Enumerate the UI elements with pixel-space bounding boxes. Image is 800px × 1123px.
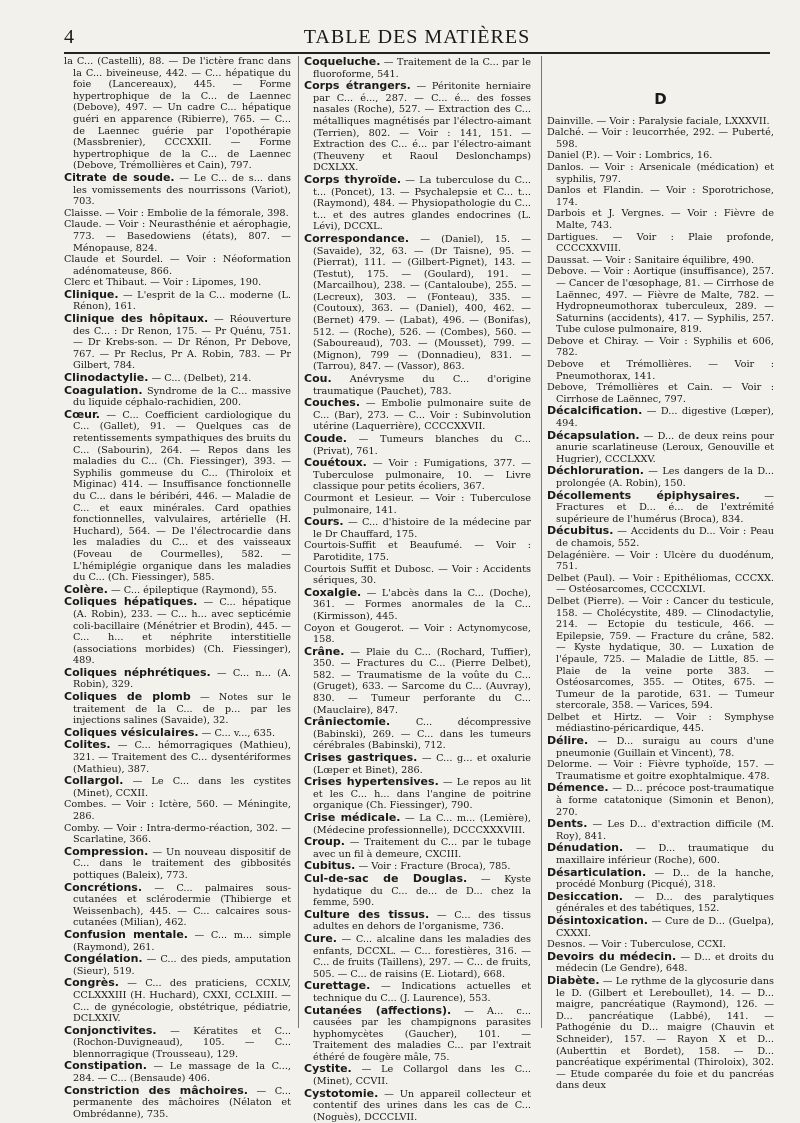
index-entry: [304, 1005, 531, 1064]
index-entry: [547, 405, 774, 429]
index-entry: [64, 409, 291, 584]
entry-heading: Désarticulation.: [547, 865, 647, 879]
entry-heading: Desiccation.: [547, 889, 623, 903]
entry-text: Debove, Trémollières et Cain. — Voir : Cirrhose de Laënnec, 797.: [547, 382, 774, 405]
index-entry: [304, 836, 531, 860]
index-entry: [64, 953, 291, 977]
index-entry: [547, 759, 774, 782]
entry-heading: Décubitus.: [547, 524, 614, 538]
index-entry: [547, 975, 774, 1092]
index-entry: [64, 254, 291, 277]
entry-text: la C... (Castelli), 88. — De l'ictère franc dans la C... biveineuse, 442. — C... hépatique du foie (Lancereaux), 445. — Forme hypertrophique de la C... de Laennec (Debove), 497. — Un cadre C... hépatique guéri en apparence (Ribierre), 765. — C... de Laennec guérie par l'opothérapie (Massbrenier), CCCXXII. — Forme hypertrophique de la C... de Laennec (Debove, Trémollières et Cain), 797.: [64, 56, 291, 172]
entry-text: C... décompressive (Babinski), 269. — C... dans les tumeurs cérébrales (Babinski), 712.: [313, 717, 531, 752]
entry-text: Debove et Trémollières. — Voir : Pneumothorax, 141.: [547, 359, 774, 382]
entry-heading: Décalcification.: [547, 404, 643, 418]
entry-text: — D... des paralytiques générales et des tabétiques, 152.: [556, 891, 774, 915]
index-entry: [304, 373, 531, 397]
section-letter: D: [654, 90, 667, 108]
index-entry: [547, 490, 774, 526]
entry-text: Courmont et Lesieur. — Voir : Tuberculose pulmonaire, 141.: [304, 492, 531, 516]
index-entry: [547, 150, 774, 162]
entry-heading: Curettage.: [304, 979, 371, 993]
entry-heading: Crises hypertensives.: [304, 775, 439, 789]
entry-text: Combes. — Voir : Ictère, 560. — Méningite, 286.: [64, 799, 291, 822]
entry-text: Delbet (Pierre). — Voir : Cancer du testicule, 158. — Cholécystite, 489. — Clinodactylie, 214. — Ectopie du testicule, 466. — Epilepsie, 759. — Fracture du crâne, 582. — Kyste hydatique, 30. — Luxation de l'épaule, 725. — Maladie de Little, 85. — Plaie de la veine porte 383. — Ostéosarcomes, 355. — Otites, 675. — Tumeur de la parotide, 631. — Tumeur stercorale, 358. — Varices, 594.: [547, 595, 774, 712]
entry-heading: Clinique.: [64, 287, 119, 301]
index-entry: [547, 465, 774, 489]
column-divider: [298, 56, 299, 1028]
index-entry: [64, 667, 291, 691]
index-entry: [64, 823, 291, 846]
entry-text: — L'esprit de la C... moderne (L. Rénon), 161.: [73, 289, 291, 313]
entry-text: Daniel (P.). — Voir : Lombrics, 16.: [547, 150, 713, 162]
index-entry: [547, 867, 774, 891]
index-entry: [64, 882, 291, 929]
index-entry: [64, 1060, 291, 1084]
index-entry: [547, 116, 774, 128]
entry-text: — D... de la hanche, procédé Monburg (Picqué), 318.: [556, 867, 774, 891]
entry-heading: Coliques de plomb: [64, 690, 191, 704]
index-entry: [64, 313, 291, 372]
entry-text: — C... g... et oxalurie (Lœper et Binet), 286.: [313, 753, 532, 776]
entry-text: Claude et Sourdel. — Voir : Néoformation adénomateuse, 866.: [64, 254, 291, 277]
entry-text: — Le repos au lit et les C... h... dans l'angine de poitrine organique (Ch. Fiessinger), 790.: [313, 777, 531, 812]
entry-text: Dalché. — Voir : leucorrhée, 292. — Puberté, 598.: [547, 127, 774, 150]
entry-text: Courtois Suffit et Dubosc. — Voir : Accidents sériques, 30.: [304, 563, 531, 587]
entry-heading: Cystite.: [304, 1062, 352, 1076]
entry-text: — C... m... simple (Raymond), 261.: [73, 929, 291, 953]
index-entry: [304, 752, 531, 776]
entry-text: Delbet (Paul). — Voir : Epithéliomas, CCCXX. — Ostéosarcomes, CCCCXLVI.: [547, 572, 774, 596]
entry-text: — Un nouveau dispositif de C... dans le traitement des gibbosités pottiques (Baleix), 773.: [73, 846, 291, 881]
index-entry: [547, 185, 774, 208]
entry-text: Delagénière. — Voir : Ulcère du duodénum, 751.: [547, 549, 774, 573]
index-entry: [64, 739, 291, 775]
entry-heading: Crâniectomie.: [304, 715, 391, 729]
entry-text: Danlos et Flandin. — Voir : Sporotrichose, 174.: [547, 185, 774, 208]
index-entry: [304, 564, 531, 587]
index-entry: [547, 782, 774, 818]
index-entry: [304, 1063, 531, 1087]
entry-text: — Accidents du D... Voir : Peau de chamois, 552.: [556, 526, 774, 549]
entry-heading: Crâne.: [304, 644, 345, 658]
entry-heading: Culture des tissus.: [304, 907, 430, 921]
entry-heading: Clinodactylie.: [64, 371, 149, 385]
index-entry: [547, 915, 774, 939]
entry-text: Delbet et Hirtz. — Voir : Symphyse médiastino-péricardique, 445.: [547, 711, 774, 735]
index-entry: [64, 691, 291, 727]
entry-text: Desnos. — Voir : Tuberculose, CCXI.: [547, 939, 726, 951]
entry-heading: Congélation.: [64, 952, 143, 966]
index-entry: [547, 550, 774, 573]
index-column-2: [304, 55, 532, 1123]
index-entry: [547, 255, 774, 267]
entry-text: — La tuberculose du C... t... (Poncet), 13. — Psychalepsie et C... t... (Raymond), 484. — Physiopathologie du C... t... et des autres glandes endocrines (L. Lévi), DCCXL.: [313, 174, 531, 233]
index-entry: [64, 208, 291, 220]
entry-heading: Cubitus.: [304, 859, 356, 873]
entry-text: Syndrome de la C... massive du liquide céphalo-rachidien, 200.: [73, 385, 291, 409]
index-entry: [547, 382, 774, 405]
index-entry: [304, 587, 531, 623]
index-entry: [304, 646, 531, 717]
entry-heading: Dents.: [547, 817, 588, 831]
entry-text: Danlos. — Voir : Arsenicale (médication) et syphilis, 797.: [547, 161, 774, 185]
entry-text: — Cure de D... (Guelpa), CXXXI.: [556, 915, 774, 939]
entry-heading: Devoirs du médecin.: [547, 949, 677, 963]
index-columns: [64, 55, 774, 1123]
index-entry: [304, 933, 531, 980]
entry-heading: Délire.: [547, 734, 589, 748]
entry-text: Courtois-Suffit et Beaufumé. — Voir : Parotidite, 175.: [304, 540, 531, 563]
index-entry: [304, 776, 531, 812]
entry-text: — Voir : Fracture (Broca), 785.: [355, 861, 511, 873]
index-entry: [547, 842, 774, 866]
index-entry: [64, 385, 291, 409]
entry-heading: Cœur.: [64, 407, 100, 421]
entry-text: — Le C... de s... dans les vomissements des nourrissons (Variot), 703.: [73, 172, 291, 208]
index-entry: [547, 891, 774, 915]
entry-text: Clerc et Thibaut. — Voir : Lipomes, 190.: [64, 277, 262, 289]
entry-heading: Constriction des mâchoires.: [64, 1083, 248, 1097]
entry-heading: Cutanées (affections).: [304, 1003, 452, 1017]
index-entry: [304, 980, 531, 1004]
index-entry: [304, 397, 531, 433]
entry-heading: Couches.: [304, 396, 360, 410]
entry-text: — Kératites et C... (Rochon-Duvigneaud), 105. — C... blennorragique (Trousseau), 129.: [73, 1025, 291, 1060]
entry-text: Anévrysme du C... d'origine traumatique (Pauchet), 783.: [313, 374, 531, 397]
entry-heading: Crise médicale.: [304, 811, 401, 824]
index-entry: [547, 208, 774, 231]
entry-heading: Décapsulation.: [547, 428, 640, 442]
entry-text: Debove. — Voir : Aortique (insuffisance), 257. — Cancer de l'œsophage, 81. — Cirrhose de Laënnec, 497. — Fièvre de Malte, 782. — Hydropneumothorax tuberculeux, 289. — Saturnins (accidents), 417. — Syphilis, 257. Tube culose pulmonaire, 819.: [547, 266, 774, 336]
entry-heading: Cure.: [304, 931, 337, 945]
index-entry: [304, 433, 531, 457]
entry-heading: Colère.: [64, 582, 108, 596]
entry-text: — Traitement de la C... par le fluoroforme, 541.: [313, 57, 531, 80]
entry-text: — D... et droits du médecin (Le Gendre), 648.: [556, 951, 774, 975]
entry-text: — C... épileptique (Raymond), 55.: [107, 584, 277, 596]
entry-text: Debove et Chiray. — Voir : Syphilis et 606, 782.: [547, 335, 774, 359]
entry-text: — Voir : Fumigations, 377. — Tuberculose pulmonaire, 10. — Livre classique pour petits écoliers, 367.: [313, 458, 531, 493]
entry-text: Delorme. — Voir : Fièvre typhoïde, 157. — Traumatisme et goitre exophtalmique. 478.: [547, 759, 774, 782]
entry-heading: Diabète.: [547, 973, 600, 987]
entry-heading: Coxalgie.: [304, 585, 362, 599]
entry-text: — La C... m... (Lemière), (Médecine professionnelle), DCCCXXXVIII.: [313, 813, 531, 836]
index-entry: [547, 735, 774, 759]
entry-text: — Les dangers de la D... prolongée (A. Robin), 150.: [556, 466, 774, 489]
entry-heading: Cul-de-sac de Douglas.: [304, 871, 468, 885]
entry-text: — C... permanente des mâchoires (Nélaton et Ombrédanne), 735.: [73, 1085, 291, 1120]
entry-heading: Citrate de soude.: [64, 170, 175, 184]
index-entry: [547, 266, 774, 336]
entry-text: — C... hépatique (A. Robin), 233. — C... h... avec septicémie coli-bacillaire (Ménétrier et Brodin), 445. — C... h... et néphrite interstitielle (associations morbides) (Ch. Fiessinger), 489.: [73, 597, 291, 667]
entry-heading: Cours.: [304, 515, 344, 529]
entry-text: — C... des pieds, amputation (Sieur), 519.: [73, 954, 291, 977]
index-entry: [64, 977, 291, 1024]
entry-text: Daussat. — Voir : Sanitaire équilibre, 490.: [547, 254, 755, 266]
entry-text: — C... v..., 635.: [198, 727, 276, 739]
entry-text: — A... c... causées par les champignons parasites hyphomycètes (Gaucher), 101. — Traitement des maladies C... par l'extrait éthéré de fougère mâle, 75.: [313, 1005, 531, 1063]
index-entry: [64, 172, 291, 208]
entry-text: Coyon et Gougerot. — Voir : Actynomycose, 158.: [304, 622, 531, 646]
entry-text: — C... (Delbet), 214.: [148, 373, 252, 385]
index-entry: [304, 540, 531, 563]
entry-heading: Crises gastriques.: [304, 751, 418, 765]
entry-text: — C... d'histoire de la médecine par le Dr Chauffard, 175.: [313, 517, 531, 540]
entry-text: Darbois et J. Vergnes. — Voir : Fièvre de Malte, 743.: [547, 208, 774, 231]
index-entry: [64, 929, 291, 953]
entry-text: — C... palmaires sous-cutanées et sclérodermie (Thibierge et Weissenbach), 445. — C... calcaires sous-cutanées (Milian), 462.: [73, 882, 291, 929]
entry-text: — Tumeurs blanches du C... (Privat), 761.: [313, 434, 531, 457]
page-header: [64, 22, 770, 54]
entry-text: — C... des praticiens, CCXLV, CCLXXXIII (H. Huchard), CXXI, CCLXIII. — C... de gynécologie, obstétrique, pédiatrie, DCLXXIV.: [73, 978, 291, 1025]
entry-text: — D... précoce post-traumatique à forme catatonique (Simonin et Benon), 270.: [556, 783, 774, 818]
entry-heading: Cou.: [304, 372, 332, 386]
index-entry: [304, 493, 531, 516]
entry-text: Claisse. — Voir : Embolie de la fémorale, 398.: [64, 207, 289, 219]
entry-text: — C... Coefficient cardiologique du C... (Gallet), 91. — Quelques cas de retentissements sympathiques des bruits du C... (Sabourin), 264. — Repos dans les maladies du C... (Ch. Fiessinger), 393. — Syphilis gommeuse du C... (Thiroloix et Miginac) 414. — Insuffisance fonctionnelle du C... dans le béribéri, 446. — Maladie de C... et eaux minérales. Card opathies fonctionnelles, valvulaires, artérielle (H. Huchard), 564. — De l'électrocardie dans les maladies du C... et des vaisseaux (Foveau de Courmelles), 582. — L'hémiplégie organique dans les maladies du C... (Ch. Fiessinger), 585.: [73, 409, 291, 584]
entry-heading: Coliques néphrétiques.: [64, 665, 211, 679]
entry-text: — (Daniel), 15. — (Savaide), 32, 63. — (Dr Taisne), 95. — (Pierrat), 111. — (Gilbert-Pignet), 143. — (Testut), 175. — (Goulard), 191. — (Marcailhou), 238. — (Cantaloube), 255. — (Lecreux), 303. — (Fonteau), 335. — (Coutoux), 363. — (Daniel), 400, 462. — (Bernet) 479. — (Labat), 496. — (Bonifas), 512. — (Roche), 526. — (Combes), 560. — (Saboureaud), 703. — (Mousset), 799. — (Mignon), 799 — (Donnadieu), 831. — (Tarrou), 847. — (Vassor), 863.: [313, 233, 531, 373]
entry-heading: Décollements épiphysaires.: [547, 488, 740, 502]
index-entry: [304, 56, 531, 80]
entry-heading: Colites.: [64, 738, 111, 752]
index-entry: [64, 289, 291, 313]
page-title: TABLE DES MATIÈRES: [303, 26, 531, 48]
entry-heading: Collargol.: [64, 774, 124, 788]
index-entry: [304, 516, 531, 540]
index-entry: [304, 80, 531, 174]
entry-text: — L'abcès dans la C... (Doche), 361. — Formes anormales de la C... (Kirmisson), 445.: [313, 587, 531, 622]
index-entry: [64, 596, 291, 667]
entry-text: Claude. — Voir : Neurasthénie et aérophagie, 773. — Basedowiens (états), 807. — Ménopause, 824.: [64, 219, 291, 254]
index-entry: [304, 174, 531, 233]
index-entry: [304, 716, 531, 752]
entry-text: Comby. — Voir : Intra-dermo-réaction, 302. — Scarlatine, 366.: [64, 822, 291, 846]
entry-text: — D... traumatique du maxillaire inférieur (Roche), 600.: [556, 843, 774, 866]
index-entry: [64, 1025, 291, 1061]
entry-text: — Le Collargol dans les C... (Minet), CCVII.: [313, 1064, 531, 1088]
index-entry: [64, 1085, 291, 1121]
index-entry: [547, 596, 774, 712]
index-entry: [64, 846, 291, 882]
entry-text: — Indications actuelles et technique du C... (J. Laurence), 553.: [313, 981, 531, 1004]
index-entry: [304, 1088, 531, 1123]
entry-text: — Le rythme de la glycosurie dans le D. (Gilbert et Lereboullet), 14. — D... maigre, pancréatique (Raymond), 126. — D... pancréatique (Labbé), 141. — Pathogénie du D... maigre (Chauvin et Schneider), 157. — Rayon X et D... (Auberttin et Bordet), 158. — D... pancréatique expérimental (Thiroloix), 302. — Etude comparée du foie et du pancréas dans deux: [556, 975, 774, 1092]
index-entry: [304, 873, 531, 909]
entry-text: — Le massage de la C..., 284. — C... (Bensaude) 406.: [73, 1061, 291, 1085]
entry-heading: Croup.: [304, 835, 345, 849]
entry-text: — D... de deux reins pour anurie scarlatineuse (Leroux, Genouville et Hugrier), CCCLXXV.: [556, 430, 774, 465]
entry-heading: Coagulation.: [64, 383, 143, 397]
entry-heading: Déchloruration.: [547, 464, 644, 478]
entry-heading: Confusion mentale.: [64, 927, 188, 941]
entry-text: — C... hémorragiques (Mathieu), 321. — Traitement des C... dysentériformes (Mathieu), 387.: [73, 740, 291, 775]
index-column-1: [64, 56, 291, 1120]
index-entry: [547, 127, 774, 150]
entry-heading: Coude.: [304, 432, 347, 445]
entry-heading: Cystotomie.: [304, 1086, 379, 1100]
entry-heading: Congrès.: [64, 976, 119, 990]
entry-text: — Notes sur le traitement de la C... de p... par les injections salines (Savaide), 32.: [73, 692, 291, 727]
index-entry: [547, 430, 774, 466]
entry-heading: Coliques hépatiques.: [64, 595, 198, 609]
entry-text: — Plaie du C... (Rochard, Tuffier), 350. — Fractures du C... (Pierre Delbet), 582. — Traumatisme de la voûte du C... (Gruget), 633. — Sarcome du C... (Auvray), 830. — Tumeur perforante du C... (Mauclaire), 847.: [313, 646, 531, 716]
entry-heading: Désintoxication.: [547, 913, 648, 927]
entry-heading: Compression.: [64, 844, 149, 858]
entry-text: — Fractures et D... é... de l'extrémité supérieure de l'humérus (Broca), 834.: [556, 490, 774, 525]
entry-text: — D... suraigu au cours d'une pneumonie (Guillain et Vincent), 78.: [556, 736, 774, 759]
entry-text: Dartigues. — Voir : Plaie profonde, CCCCXXVIII.: [547, 231, 774, 255]
index-entry: [547, 232, 774, 255]
index-entry: [547, 573, 774, 596]
entry-text: — Embolie pulmonaire suite de C... (Bar), 273. — C... Voir : Subinvolution utérine (Laquerrière), CCCCXXVII.: [313, 398, 531, 433]
index-entry: [547, 525, 774, 549]
entry-text: — Les D... d'extraction difficile (M. Roy), 841.: [556, 819, 774, 842]
entry-heading: Coqueluche.: [304, 55, 381, 68]
index-entry: [304, 909, 531, 933]
index-entry: [304, 233, 531, 373]
entry-heading: Constipation.: [64, 1059, 147, 1073]
column-divider: [541, 56, 542, 1028]
entry-text: — Un appareil collecteur et contentif des urines dans les cas de C... (Noguès), DCCCLVII.: [313, 1088, 531, 1123]
index-entry: [64, 219, 291, 254]
index-entry: [64, 775, 291, 799]
entry-text: — Traitement du C... par le tubage avec un fil à demeure, CXCIII.: [313, 837, 531, 860]
entry-heading: Conjonctivites.: [64, 1023, 157, 1037]
entry-heading: Correspondance.: [304, 231, 410, 245]
entry-text: — Le C... dans les cystites (Minet), CCXII.: [73, 776, 291, 799]
index-entry: [547, 336, 774, 359]
index-entry: [304, 812, 531, 836]
index-entry: [304, 457, 531, 493]
entry-text: — Réouverture des C... : Dr Renon, 175. — Pr Quénu, 751. — Dr Krebs-son. — Dr Rénon, Pr Debove, 767. — Pr Reclus, Pr A. Robin, 783. — Pr Gilbert, 784.: [73, 314, 291, 372]
index-column-3: [547, 56, 774, 1092]
entry-text: — C... des tissus adultes en dehors de l'organisme, 736.: [313, 909, 531, 933]
entry-heading: Dénudation.: [547, 841, 624, 855]
entry-heading: Couétoux.: [304, 456, 367, 470]
index-entry: [547, 951, 774, 975]
page-number: 4: [64, 26, 74, 48]
index-entry: [547, 712, 774, 735]
index-entry: [304, 623, 531, 646]
entry-text: — Kyste hydatique du C... de... de D... chez la femme, 590.: [313, 873, 531, 909]
entry-text: — D... digestive (Lœper), 494.: [556, 406, 774, 430]
entry-text: — Péritonite herniaire par C... é..., 287. — C... é... des fosses nasales (Roche), 527. — Extraction des C... métalliques magnétisés par l'électro-aimant (Terrien), 802. — Voir : 141, 151. — Extraction des C... é... par l'électro-aimant (Theuveny et Raoul Deslonchamps) DCXLXX.: [313, 81, 531, 174]
entry-heading: Clinique des hôpitaux.: [64, 312, 209, 326]
index-entry: [547, 162, 774, 185]
entry-heading: Concrétions.: [64, 880, 143, 894]
entry-heading: Corps étrangers.: [304, 79, 411, 93]
entry-text: — C... n... (A. Robin), 329.: [73, 667, 291, 691]
entry-heading: Corps thyroïde.: [304, 172, 402, 186]
index-entry: [64, 799, 291, 822]
index-entry: [547, 359, 774, 382]
entry-heading: Démence.: [547, 781, 609, 795]
index-entry: [547, 818, 774, 842]
entry-heading: Coliques vésiculaires.: [64, 725, 199, 739]
index-entry: [64, 56, 291, 172]
entry-text: — C... alcaline dans les maladies des enfants, DCCXL. — C... forestières, 316. — C... de fruits (Taillens), 297. — C... de fruits, 505. — C... de raisins (E. Liotard), 668.: [313, 933, 531, 980]
entry-text: Dainville. — Voir : Paralysie faciale, LXXXVII.: [547, 115, 770, 127]
